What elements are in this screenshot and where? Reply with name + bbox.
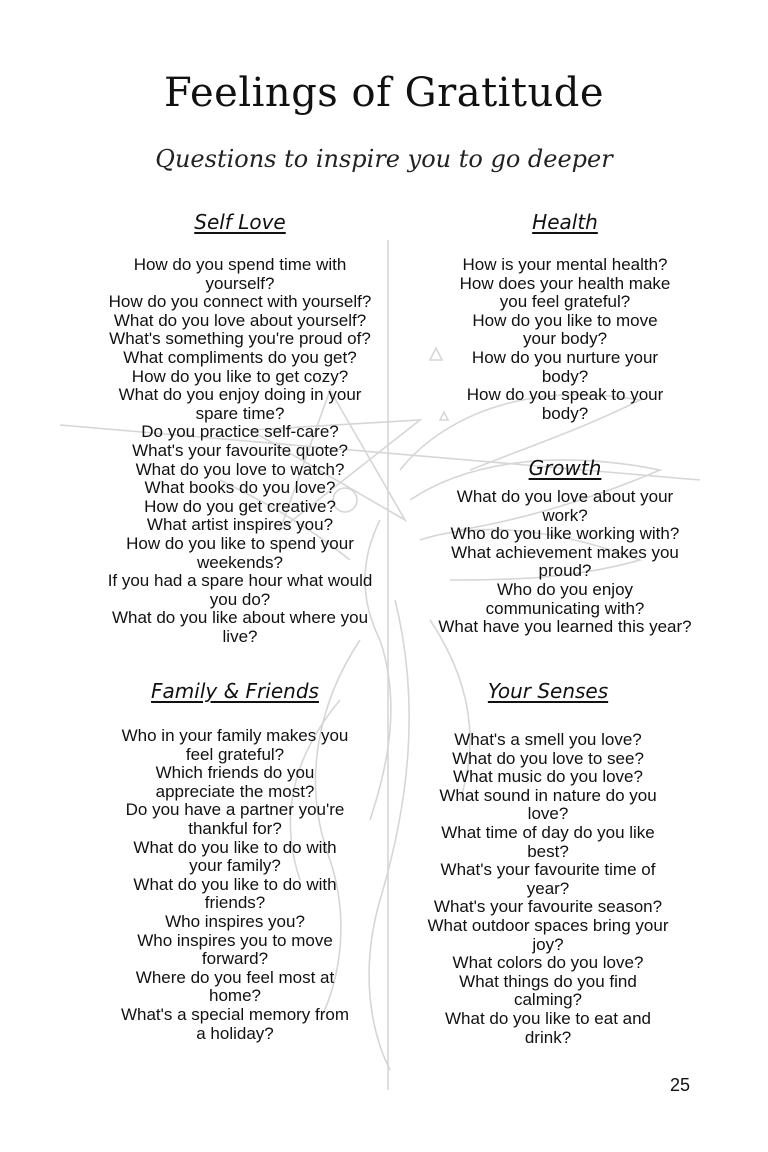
question-line: What music do you love? xyxy=(453,767,643,787)
question-line: How do you speak to your xyxy=(466,385,664,405)
section-family-friends xyxy=(80,679,390,1043)
question-line: body? xyxy=(541,403,589,423)
question-line: What do you love about your xyxy=(456,487,674,506)
question-list xyxy=(82,256,398,646)
question-line: proud? xyxy=(538,561,592,581)
question-list xyxy=(400,731,696,1047)
question-line: What achievement makes you xyxy=(451,542,679,562)
question-line: What colors do you love? xyxy=(452,953,644,973)
question-line: What things do you find xyxy=(459,971,637,991)
question-line: What's a smell you love? xyxy=(454,730,642,749)
section-health xyxy=(410,210,720,423)
question-line: Who do you like working with? xyxy=(450,524,680,544)
question-line: What do you enjoy doing in your xyxy=(118,385,362,405)
question-line: friends? xyxy=(204,893,266,913)
question-line: What do you like to do with xyxy=(133,874,337,894)
page-number: 25 xyxy=(669,1075,690,1095)
page-title: Feelings of Gratitude xyxy=(163,70,605,116)
question-line: appreciate the most? xyxy=(155,781,315,801)
section-growth xyxy=(410,456,720,637)
question-line: What do you like to do with xyxy=(133,837,337,857)
section-heading: Health xyxy=(532,210,598,234)
question-line: What's your favourite quote? xyxy=(132,440,348,460)
question-line: feel grateful? xyxy=(185,744,285,764)
question-line: What have you learned this year? xyxy=(438,617,692,637)
question-line: What time of day do you like xyxy=(441,822,655,842)
question-line: calming? xyxy=(513,990,583,1010)
question-list xyxy=(410,488,720,637)
question-line: Which friends do you xyxy=(155,763,315,783)
question-line: thankful for? xyxy=(188,818,282,838)
page-subtitle: Questions to inspire you to go deeper xyxy=(155,145,613,173)
question-line: How do you nurture your xyxy=(471,347,659,367)
question-line: What do you love to see? xyxy=(452,748,644,768)
question-line: Who in your family makes you xyxy=(121,726,349,745)
question-line: you feel grateful? xyxy=(499,292,631,312)
question-line: What's something you're proud of? xyxy=(109,329,371,349)
question-line: What do you love to watch? xyxy=(135,459,345,479)
question-line: How do you like to move xyxy=(472,310,658,330)
section-self-love xyxy=(82,210,398,646)
question-line: How do you spend time with xyxy=(133,255,347,274)
question-line: Who inspires you? xyxy=(165,911,305,931)
question-line: What compliments do you get? xyxy=(123,347,357,367)
question-line: What outdoor spaces bring your xyxy=(427,915,669,935)
question-line: year? xyxy=(526,878,570,898)
question-line: best? xyxy=(527,841,569,861)
question-line: weekends? xyxy=(196,552,283,572)
question-line: spare time? xyxy=(195,403,285,423)
question-line: drink? xyxy=(524,1027,572,1047)
question-line: a holiday? xyxy=(196,1023,274,1043)
question-line: Do you practice self-care? xyxy=(141,422,339,442)
question-line: body? xyxy=(541,366,589,386)
question-line: What do you like about where you xyxy=(111,608,369,628)
question-line: Where do you feel most at xyxy=(135,967,335,987)
question-line: How does your health make xyxy=(459,273,671,293)
question-line: Who inspires you to move xyxy=(137,930,333,950)
question-line: forward? xyxy=(201,949,269,969)
question-line: What do you love about yourself? xyxy=(113,310,367,330)
question-line: How do you like to spend your xyxy=(126,533,354,553)
question-line: your body? xyxy=(522,329,608,349)
section-heading: Self Love xyxy=(194,210,286,234)
question-line: work? xyxy=(542,505,588,525)
question-line: What books do you love? xyxy=(144,478,336,498)
question-line: Who do you enjoy xyxy=(496,579,634,599)
question-line: How do you get creative? xyxy=(144,496,336,516)
question-line: home? xyxy=(209,986,261,1006)
question-line: What sound in nature do you xyxy=(439,785,657,805)
section-heading: Growth xyxy=(528,456,602,480)
question-line: your family? xyxy=(189,856,281,876)
question-line: If you had a spare hour what would xyxy=(107,571,373,591)
section-heading: Your Senses xyxy=(487,679,609,703)
question-line: What do you like to eat and xyxy=(444,1008,652,1028)
question-line: What artist inspires you? xyxy=(146,515,334,535)
question-line: joy? xyxy=(532,934,564,954)
question-line: communicating with? xyxy=(485,598,645,618)
question-line: Do you have a partner you're xyxy=(125,800,345,820)
question-list xyxy=(410,256,720,423)
question-line: live? xyxy=(222,626,258,646)
question-line: love? xyxy=(527,804,569,824)
question-list xyxy=(80,727,390,1043)
question-line: How do you connect with yourself? xyxy=(108,292,372,312)
question-line: yourself? xyxy=(205,273,275,293)
question-line: What's your favourite season? xyxy=(433,897,663,917)
question-line: you do? xyxy=(209,589,271,609)
section-heading: Family & Friends xyxy=(151,679,319,703)
question-line: How is your mental health? xyxy=(462,255,668,274)
question-line: What's your favourite time of xyxy=(440,860,656,880)
question-line: How do you like to get cozy? xyxy=(131,366,349,386)
question-line: What's a special memory from xyxy=(120,1004,350,1024)
section-your-senses xyxy=(400,679,696,1047)
